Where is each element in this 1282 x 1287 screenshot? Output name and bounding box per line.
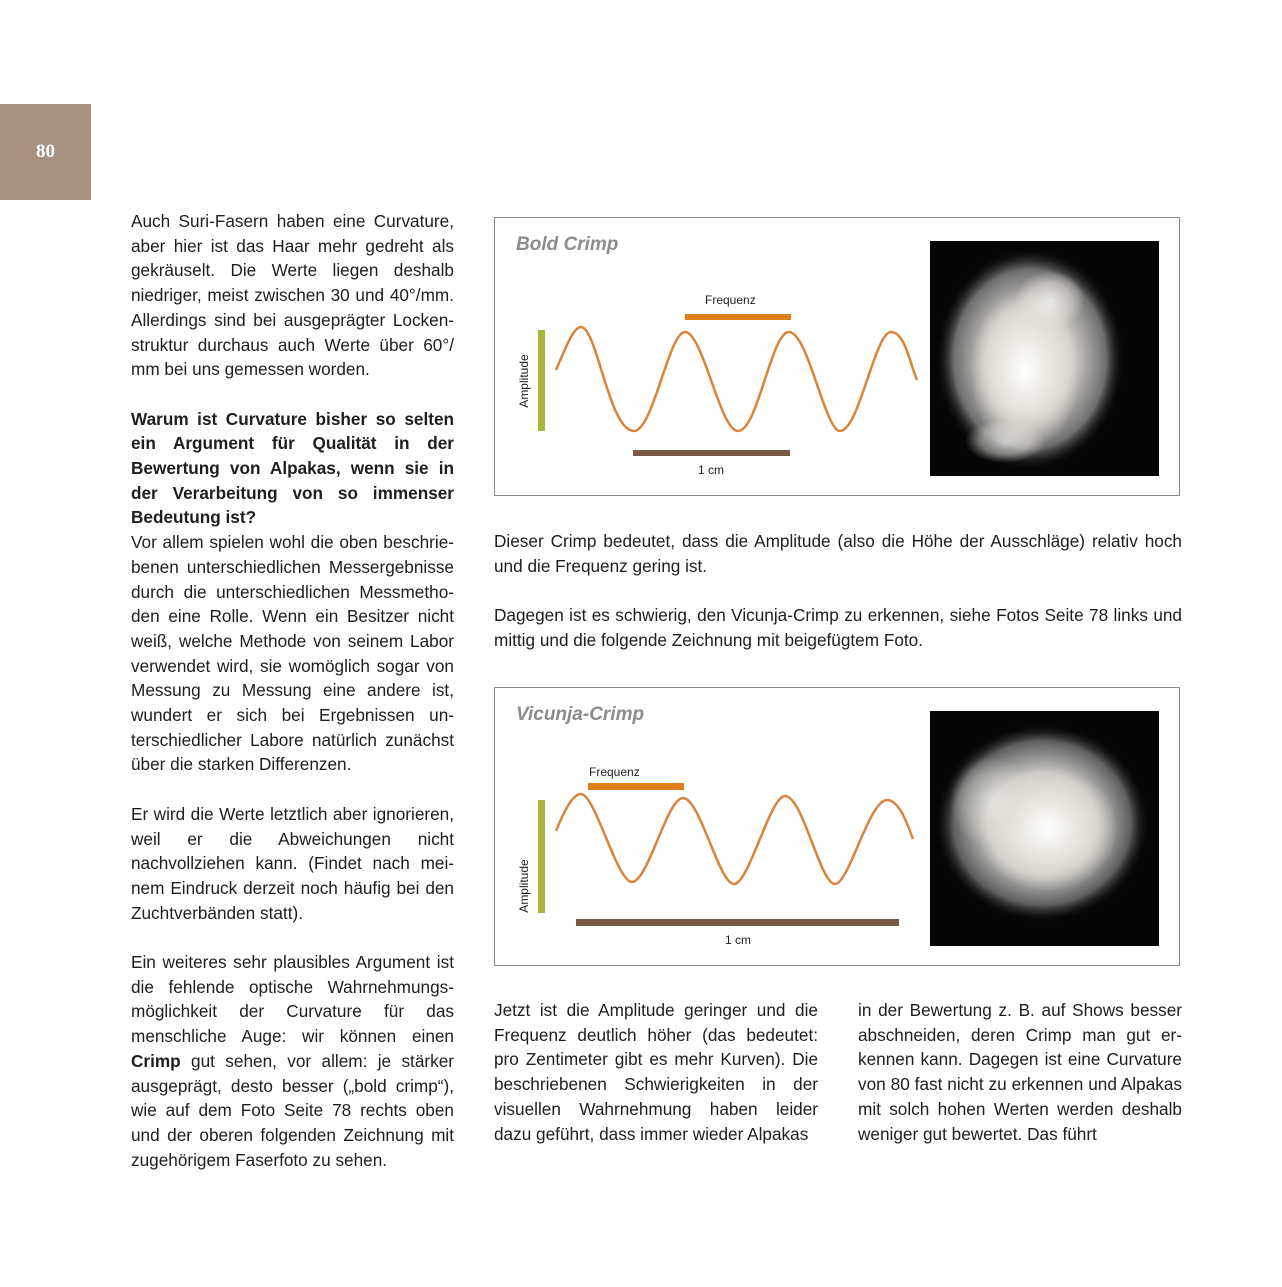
length-label: 1 cm bbox=[724, 933, 752, 947]
length-label: 1 cm bbox=[697, 463, 725, 477]
question-heading: Warum ist Curvature bisher so selten ein Argument für Qualität in der Bewertung von Alpakas, wenn sie in der Verarbeitung von so immenser Bedeutung ist? bbox=[131, 408, 454, 528]
frequency-label: Frequenz bbox=[705, 293, 756, 307]
middle-text bbox=[494, 529, 1182, 653]
paragraph-text: Ein weiteres sehr plausibles Argument ist die fehlende optische Wahrnehmungsmöglichkeit der Curvature für das menschliche Auge: wir können einen bbox=[131, 952, 454, 1047]
paragraph bbox=[131, 950, 454, 1172]
frequency-label: Frequenz bbox=[589, 765, 640, 779]
paragraph: Vor allem spielen wohl die oben beschriebenen unterschiedlichen Messergebnisse durch die unterschiedlichen Messmethoden eine Rolle. Wenn ein Besitzer nicht weiß, welche Methode von seinem Labor verwendet wird, sie womöglich sogar von Messung zu Messung eine andere ist, wundert er sich bei Ergebnissen unterschiedlicher Labore natürlich zunächst über die starken Differenzen. bbox=[131, 532, 454, 775]
left-column bbox=[131, 209, 454, 1172]
paragraph: Auch Suri-Fasern haben eine Curvature, aber hier ist das Haar mehr gedreht als gekräuselt. Die Werte liegen deshalb niedriger, meist zwischen 30 und 40°/mm. Allerdings sind bei ausgeprägter Lockenstruktur durchaus auch Werte über 60°/ mm bei uns gemessen worden. bbox=[131, 211, 454, 380]
length-bar bbox=[633, 450, 790, 456]
crimp-wave bbox=[556, 794, 913, 884]
figure-title: Vicunja-Crimp bbox=[516, 704, 645, 725]
length-bar bbox=[576, 919, 899, 926]
amplitude-label: Amplitude bbox=[517, 859, 531, 913]
paragraph: Er wird die Werte letztlich aber ignorieren, weil er die Abweichungen nicht nachvollziehen kann. (Findet nach meinem Eindruck derzeit noch häufig bei den Zuchtverbänden statt). bbox=[131, 803, 454, 923]
paragraph: in der Bewertung z. B. auf Shows besser abschneiden, deren Crimp man gut erkennen kann. Dagegen ist eine Curvature von 80 fast nicht zu erkennen und Alpakas mit solch hohen Werten werden deshalb weniger gut bewertet. Das führt bbox=[858, 1000, 1182, 1144]
bold-crimp-figure bbox=[494, 217, 1180, 496]
crimp-wave bbox=[556, 327, 917, 431]
paragraph: Dagegen ist es schwierig, den Vicunja-Crimp zu erkennen, siehe Fotos Seite 78 links und mittig und die folgende Zeichnung mit beigefügtem Foto. bbox=[494, 605, 1182, 650]
frequency-bar bbox=[588, 783, 684, 790]
crimp-term: Crimp bbox=[131, 1050, 181, 1071]
bottom-column-right bbox=[858, 998, 1182, 1146]
paragraph-text: gut sehen, vor allem: je stärker ausgeprägt, desto besser („bold crimp“), wie auf dem Foto Seite 78 rechts oben und der oberen folgenden Zeichnung mit zugehörigem Faserfoto zu sehen. bbox=[131, 1050, 454, 1170]
fiber-photo bbox=[930, 711, 1159, 946]
fiber-photo-image bbox=[930, 711, 1159, 946]
fiber-photo bbox=[930, 241, 1159, 476]
paragraph: Dieser Crimp bedeutet, dass die Amplitude (also die Höhe der Ausschläge) relativ hoch und die Frequenz gering ist. bbox=[494, 531, 1182, 576]
page-number: 80 bbox=[36, 141, 55, 162]
frequency-bar bbox=[685, 314, 791, 320]
amplitude-label: Amplitude bbox=[517, 354, 531, 408]
amplitude-bar bbox=[538, 330, 545, 431]
fiber-photo-image bbox=[930, 241, 1159, 476]
vicunja-crimp-figure bbox=[494, 687, 1180, 966]
amplitude-bar bbox=[538, 800, 545, 913]
page-number-tab bbox=[0, 104, 91, 200]
paragraph: Jetzt ist die Amplitude geringer und die Frequenz deutlich höher (das bedeutet: pro Zentimeter gibt es mehr Kurven). Die beschriebenen Schwierigkeiten in der visuellen Wahrnehmung haben leider dazu geführt, dass immer wieder Alpakas bbox=[494, 1000, 818, 1144]
figure-title: Bold Crimp bbox=[516, 234, 619, 255]
bottom-column-left bbox=[494, 998, 818, 1146]
